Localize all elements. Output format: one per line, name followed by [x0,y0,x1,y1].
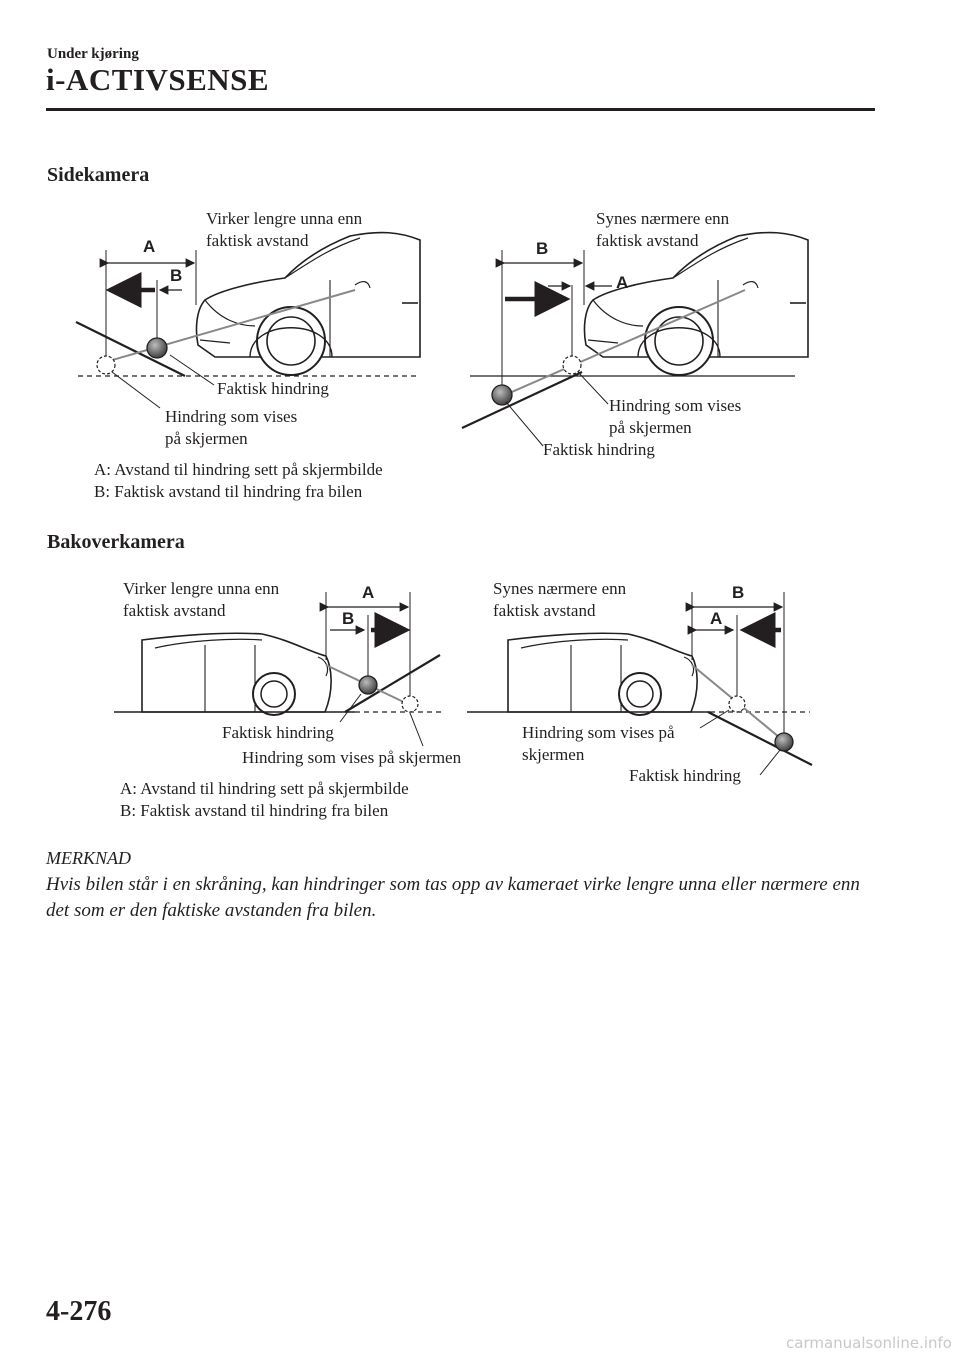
rear-right-caption: Synes nærmere enn faktisk avstand [493,579,627,620]
rear-legend-a: A: Avstand til hindring sett på skjermbilde [120,779,409,798]
note-heading: MERKNAD [46,848,131,868]
side-right-letter-a: A [616,273,629,292]
side-left-caption: Virker lengre unna enn faktisk avstand [206,209,363,250]
side-left-letter-b: B [170,266,183,285]
rear-legend-b: B: Faktisk avstand til hindring fra bilen [120,801,389,820]
side-left-actual-label: Faktisk hindring [217,379,329,398]
side-legend-b: B: Faktisk avstand til hindring fra bilen [94,482,363,501]
side-left-letter-a: A [143,237,156,256]
rear-left-actual-label: Faktisk hindring [222,723,334,742]
rear-right-letter-b: B [732,583,745,602]
side-legend-a: A: Avstand til hindring sett på skjermbilde [94,460,383,479]
side-left-shown-label: Hindring som vises på skjermen [165,407,298,448]
rear-right-letter-a: A [710,609,723,628]
rear-left-letter-b: B [342,609,355,628]
note-text: Hvis bilen står i en skråning, kan hindringer som tas opp av kameraet virke lengre unna eller nærmere enn det som er den faktiske avstanden fra bilen. [46,874,860,921]
side-right-actual-label: Faktisk hindring [543,440,655,459]
watermark[interactable]: carmanualsonline.info [786,1334,952,1352]
rear-camera-heading: Bakoverkamera [47,531,185,553]
rear-left-letter-a: A [362,583,375,602]
page-number: 4-276 [46,1296,112,1327]
rear-right-actual-label: Faktisk hindring [629,766,741,785]
page-title: i-ACTIVSENSE [46,62,270,97]
rear-left-caption: Virker lengre unna enn faktisk avstand [123,579,280,620]
section-label: Under kjøring [47,46,139,62]
rear-right-shown-label: Hindring som vises på skjermen [522,723,675,764]
side-right-letter-b: B [536,239,549,258]
side-right-shown-label: Hindring som vises på skjermen [609,396,742,437]
rear-left-shown-label: Hindring som vises på skjermen [242,748,462,767]
side-right-caption: Synes nærmere enn faktisk avstand [596,209,730,250]
side-camera-heading: Sidekamera [47,164,150,186]
